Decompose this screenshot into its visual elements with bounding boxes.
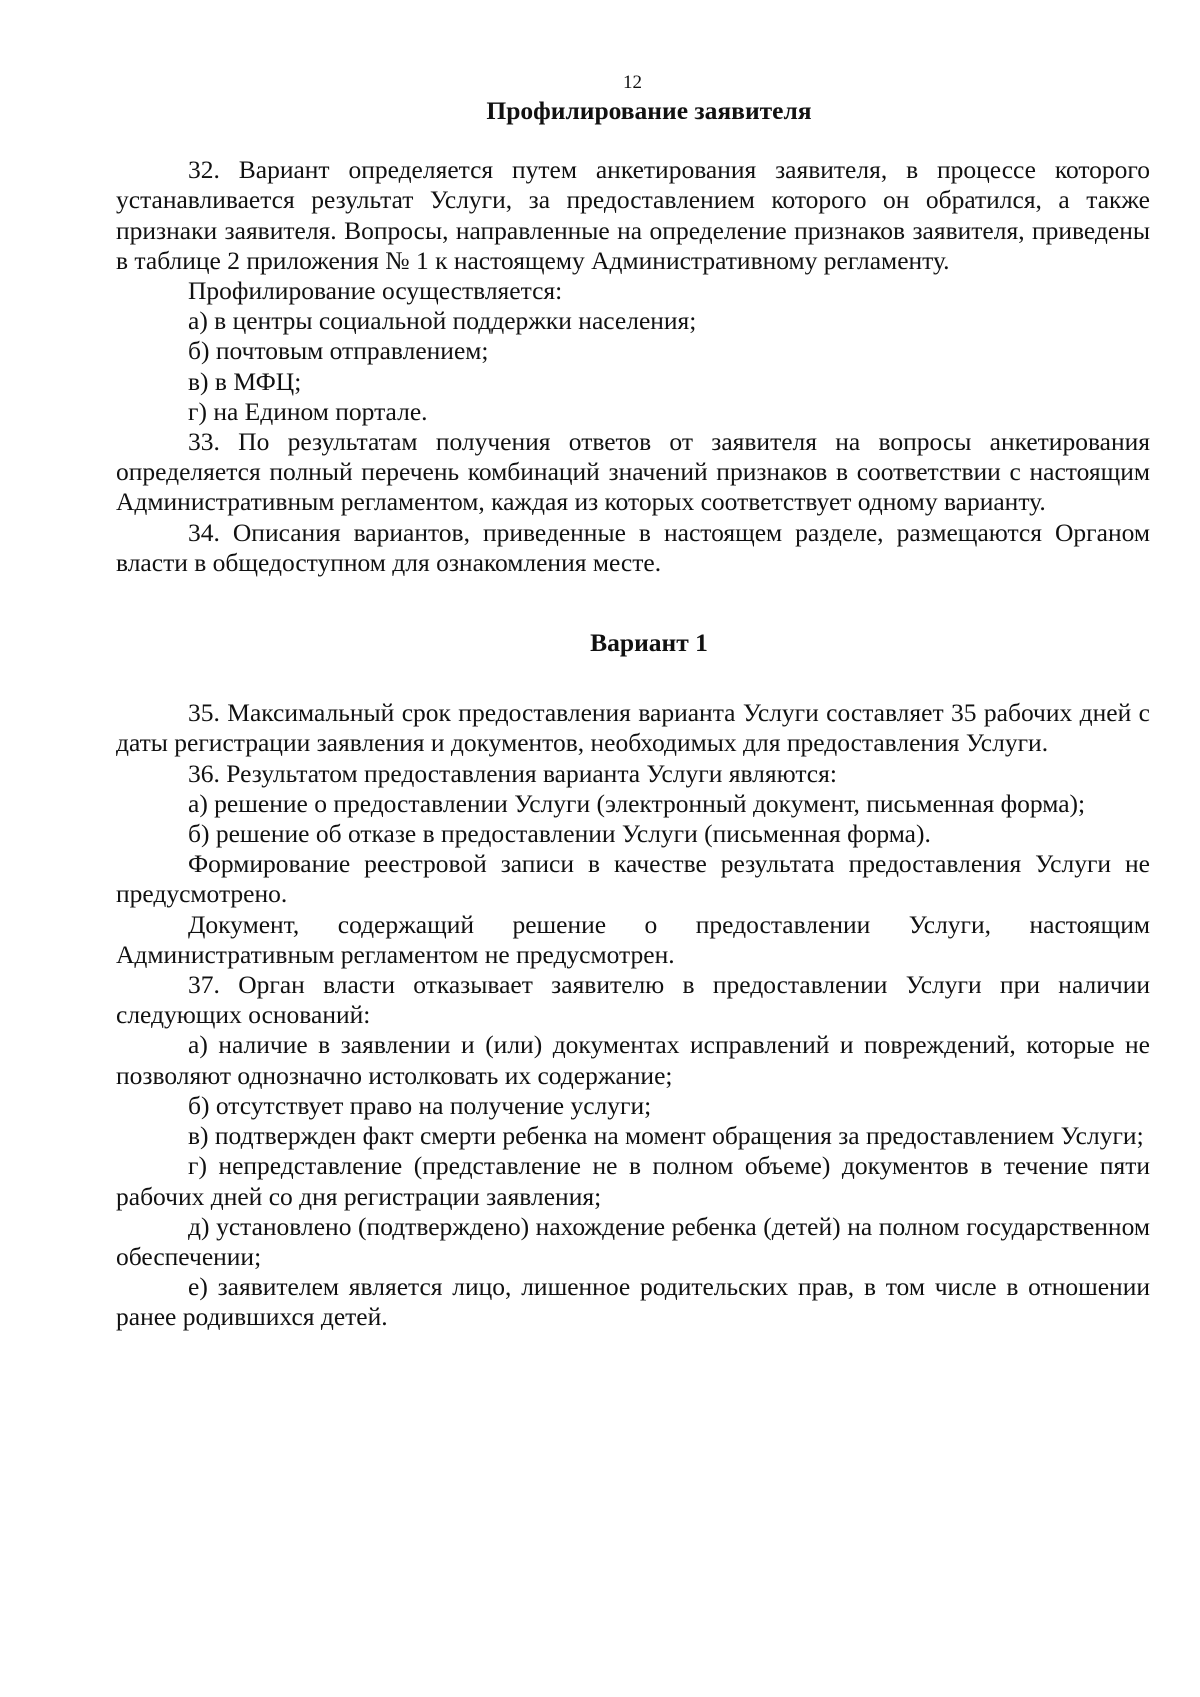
- list-item: б) решение об отказе в предоставлении Услуги (письменная форма).: [188, 819, 931, 849]
- list-item: б) почтовым отправлением;: [188, 336, 489, 366]
- list-item: б) отсутствует право на получение услуги;: [188, 1090, 652, 1120]
- page-number: 12: [623, 72, 642, 93]
- list-item: а) решение о предоставлении Услуги (электронный документ, письменная форма);: [188, 788, 1086, 818]
- list-item: в) подтвержден факт смерти ребенка на момент обращения за предоставлением Услуги;: [188, 1121, 1144, 1151]
- list-item: в) в МФЦ;: [188, 366, 302, 396]
- paragraph: Формирование реестровой записи в качестве результата предоставления Услуги не предусмотрено.: [116, 849, 1150, 909]
- paragraph: 32. Вариант определяется путем анкетирования заявителя, в процессе которого устанавливается результат Услуги, за предоставлением которого он обратился, а также признаки заявителя. Вопросы, направленные на определение признаков заявителя, приведены в таблице 2 приложения № 1 к настоящему Административному регламенту.: [116, 155, 1150, 275]
- list-item: г) непредставление (представление не в полном объеме) документов в течение пяти рабочих дней со дня регистрации заявления;: [116, 1151, 1150, 1211]
- paragraph: Документ, содержащий решение о предоставлении Услуги, настоящим Административным регламентом не предусмотрен.: [116, 909, 1150, 969]
- paragraph: 35. Максимальный срок предоставления варианта Услуги составляет 35 рабочих дней с даты регистрации заявления и документов, необходимых для предоставления Услуги.: [116, 698, 1150, 758]
- paragraph: 37. Орган власти отказывает заявителю в предоставлении Услуги при наличии следующих оснований:: [116, 970, 1150, 1030]
- paragraph: Профилирование осуществляется:: [188, 276, 563, 306]
- section-title-profiling: Профилирование заявителя: [486, 96, 812, 125]
- paragraph: 33. По результатам получения ответов от заявителя на вопросы анкетирования определяется полный перечень комбинаций значений признаков в соответствии с настоящим Административным регламентом, каждая из которых соответствует одному варианту.: [116, 427, 1150, 517]
- document-body: [116, 96, 1150, 1333]
- list-item: е) заявителем является лицо, лишенное родительских прав, в том числе в отношении ранее родившихся детей.: [116, 1272, 1150, 1332]
- paragraph: 34. Описания вариантов, приведенные в настоящем разделе, размещаются Органом власти в общедоступном для ознакомления месте.: [116, 517, 1150, 577]
- section-title-variant-1: Вариант 1: [590, 628, 708, 658]
- list-item: а) в центры социальной поддержки населения;: [188, 306, 697, 336]
- list-item: г) на Едином портале.: [188, 396, 428, 426]
- paragraph: 36. Результатом предоставления варианта Услуги являются:: [188, 758, 837, 788]
- list-item: а) наличие в заявлении и (или) документах исправлений и повреждений, которые не позволяют однозначно истолковать их содержание;: [116, 1030, 1150, 1090]
- list-item: д) установлено (подтверждено) нахождение ребенка (детей) на полном государственном обеспечении;: [116, 1211, 1150, 1271]
